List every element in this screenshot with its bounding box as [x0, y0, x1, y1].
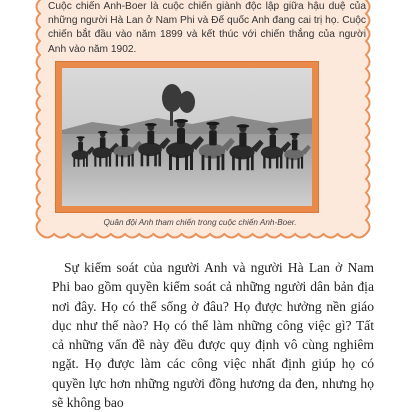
- historical-photo: [56, 62, 318, 212]
- article-paragraph-text: Sự kiểm soát của người Anh và người Hà Lan ở Nam Phi bao gồm quyền kiểm soát cả những người dân bản địa nơi đây. Họ có thể sống ở đâu? Họ được hưởng nền giáo dục như thế nào? Họ có thể làm những công việc gì? Tất cả những vấn đề này đều được quy định vô cùng nghiêm ngặt. Họ được làm các công việc nhất định giúp họ có quyền lực hơn những người đồng hương da đen, nhưng họ sẽ không bao: [52, 260, 374, 411]
- photo-caption: Quân đội Anh tham chiến trong cuộc chiến Anh-Boer.: [103, 218, 297, 227]
- cavalry-photo: [62, 68, 312, 206]
- callout-text: Cuộc chiến Anh-Boer là cuộc chiến giành độc lập giữa hậu duệ của những người Hà Lan ở Nam Phi và Đế quốc Anh đang cai trị họ. Cuộc chiến bắt đầu vào năm 1899 và kết thúc với chiến thắng của người Anh vào năm 1902.: [48, 1, 366, 55]
- article-paragraph: [52, 258, 374, 412]
